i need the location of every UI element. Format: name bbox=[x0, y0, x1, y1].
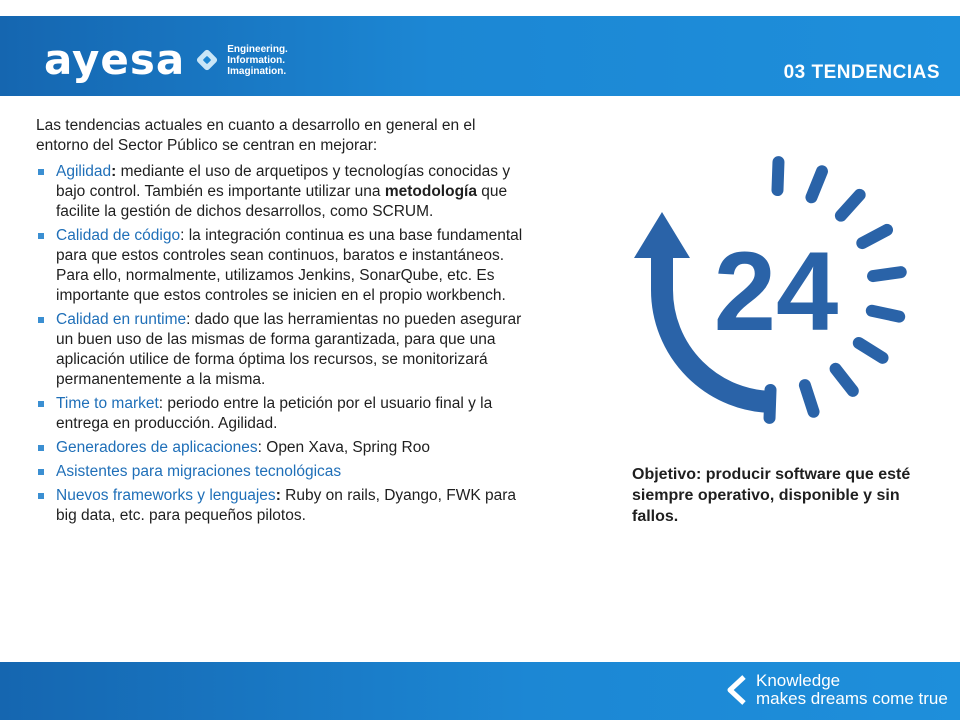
bullet-term: Calidad en runtime bbox=[56, 311, 187, 328]
footer-bar bbox=[0, 662, 960, 720]
footer-slogan bbox=[722, 672, 948, 708]
tagline-line: Imagination. bbox=[227, 65, 287, 77]
square-bullet-icon bbox=[38, 169, 44, 175]
clock-number: 24 bbox=[713, 229, 839, 354]
slogan-line-2: makes dreams come true bbox=[756, 689, 948, 708]
bullet-term: Time to market bbox=[56, 395, 159, 412]
list-item bbox=[36, 462, 528, 482]
bullet-term: Calidad de código bbox=[56, 227, 181, 244]
list-item bbox=[36, 226, 528, 306]
bullet-separator: : bbox=[180, 227, 185, 244]
trend-list bbox=[36, 162, 528, 526]
bullet-separator: : bbox=[186, 311, 191, 328]
slogan-line-1: Knowledge bbox=[756, 671, 841, 690]
clock-tick-mark bbox=[805, 385, 814, 412]
clock-tick-mark bbox=[872, 311, 899, 317]
bullet-text: que facilite la gestión de dichos desarrollos, como SCRUM. bbox=[56, 183, 508, 220]
square-bullet-icon bbox=[38, 401, 44, 407]
clock-tick-mark bbox=[862, 230, 887, 243]
bullet-term: Asistentes para migraciones tecnológicas bbox=[56, 463, 342, 480]
bullet-term: Generadores de aplicaciones bbox=[56, 439, 258, 456]
logo-wordmark: ayesa bbox=[44, 35, 186, 84]
bullet-separator: : bbox=[275, 487, 281, 504]
slogan-chevron-icon bbox=[722, 674, 748, 706]
clock-tick-mark bbox=[841, 195, 860, 216]
24-hours-clock-icon bbox=[624, 140, 914, 440]
bullet-emphasis: metodología bbox=[384, 183, 477, 200]
square-bullet-icon bbox=[38, 317, 44, 323]
bullet-term: Nuevos frameworks y lenguajes bbox=[56, 487, 276, 504]
bullet-term: Agilidad bbox=[56, 163, 112, 180]
list-item bbox=[36, 486, 528, 526]
ayesa-logo bbox=[44, 35, 288, 84]
tagline-line: Information. bbox=[227, 54, 286, 66]
list-item bbox=[36, 162, 528, 222]
bullet-separator: : bbox=[158, 395, 164, 412]
clock-tick-mark bbox=[836, 369, 853, 391]
bullet-separator: : bbox=[111, 163, 117, 180]
logo-tagline bbox=[227, 44, 288, 77]
logo-diamond-icon bbox=[196, 49, 219, 72]
intro-paragraph: Las tendencias actuales en cuanto a desarrollo en general en el entorno del Sector Público se centran en mejorar: bbox=[36, 117, 476, 154]
square-bullet-icon bbox=[38, 469, 44, 475]
bullet-separator: : bbox=[257, 439, 262, 456]
top-band bbox=[0, 0, 960, 16]
main-text bbox=[36, 116, 528, 530]
bullet-text: Open Xava, Spring Roo bbox=[261, 439, 430, 456]
clock-tick-mark bbox=[777, 162, 778, 190]
bullet-text: periodo entre la petición por el usuario final y la entrega en producción. Agilidad. bbox=[56, 395, 493, 432]
list-item bbox=[36, 394, 528, 434]
clock-tick-mark bbox=[811, 171, 821, 197]
square-bullet-icon bbox=[38, 233, 44, 239]
tagline-line: Engineering. bbox=[227, 43, 288, 55]
bullet-text: Ruby on rails, Dyango, FWK para big data, etc. para pequeños pilotos. bbox=[56, 487, 517, 524]
header-bar bbox=[0, 16, 960, 96]
arrow-head-icon bbox=[634, 212, 690, 258]
bullet-text: la integración continua es una base fundamental para que estos controles sean continuos, baratos e instantáneos. Para ello, normalmente, utilizamos Jenkins, SonarQube, etc. Es importante que estos controles se inicien en el propio workbench. bbox=[56, 227, 523, 304]
clock-graphic bbox=[624, 140, 914, 440]
list-item bbox=[36, 310, 528, 390]
square-bullet-icon bbox=[38, 493, 44, 499]
bullet-text: dado que las herramientas no pueden asegurar un buen uso de las mismas de forma garantizada, para que una aplicación utilice de forma óptima los recursos, se monitorizará permanentemente a la misma. bbox=[56, 311, 522, 388]
clock-tick-mark bbox=[859, 343, 883, 358]
list-item bbox=[36, 438, 528, 458]
square-bullet-icon bbox=[38, 445, 44, 451]
objective-text: Objetivo: producir software que esté siempre operativo, disponible y sin fallos. bbox=[632, 466, 911, 525]
clock-tick-mark bbox=[873, 272, 901, 276]
section-title: 03 TENDENCIAS bbox=[783, 62, 940, 83]
bullet-text: mediante el uso de arquetipos y tecnologías conocidas y bajo control. También es importante utilizar una bbox=[56, 163, 511, 200]
